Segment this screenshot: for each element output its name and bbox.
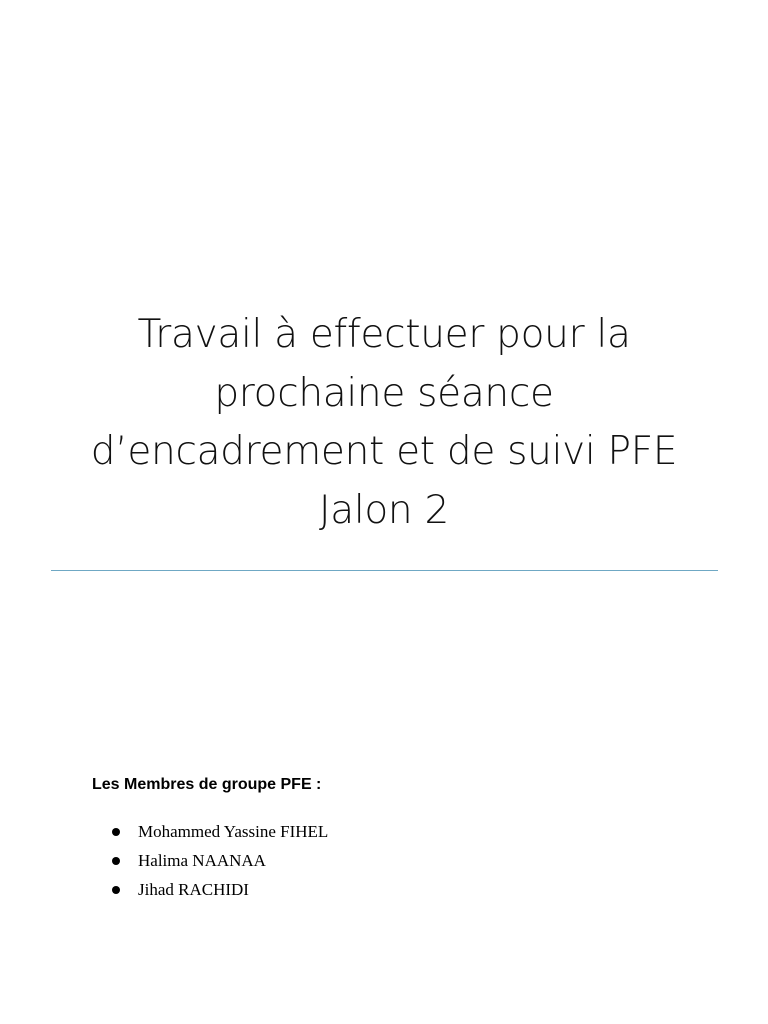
member-name: Halima NAANAA [138,850,266,870]
member-name: Mohammed Yassine FIHEL [138,821,329,841]
title-divider [51,570,718,571]
list-item [112,846,328,875]
members-list [112,817,328,904]
bullet-icon [112,828,120,836]
list-item [112,875,328,904]
members-heading: Les Membres de groupe PFE : [92,776,322,793]
bullet-icon [112,886,120,894]
title-line-4: Jalon 2 [319,487,449,533]
title-line-1: Travail à effectuer pour la [137,312,631,357]
member-name: Jihad RACHIDI [138,879,249,899]
title-line-2: prochaine séance [214,370,554,416]
document-title [40,306,728,540]
title-line-3: d’encadrement et de suivi PFE [90,429,678,474]
bullet-icon [112,857,120,865]
list-item [112,817,328,846]
